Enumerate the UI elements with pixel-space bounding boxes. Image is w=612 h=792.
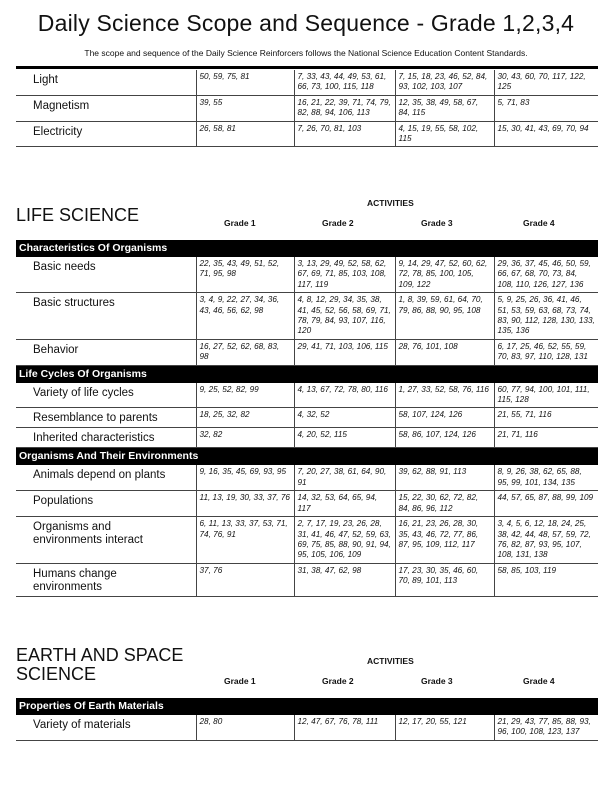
activity-cell-grade-3: 4, 15, 19, 55, 58, 102, 115 [395, 121, 494, 147]
activity-cell-grade-2: 4, 8, 12, 29, 34, 35, 38, 41, 45, 52, 56, 58, 69, 71, 78, 79, 84, 93, 107, 116, 120 [294, 293, 395, 340]
life-science-section [16, 196, 598, 597]
activity-cell-grade-1: 9, 25, 52, 82, 99 [196, 382, 294, 408]
row-label: Behavior [16, 339, 196, 365]
activity-cell-grade-4: 8, 9, 26, 38, 62, 65, 88, 95, 99, 101, 134, 135 [494, 465, 598, 491]
activity-cell-grade-4: 30, 43, 60, 70, 117, 122, 125 [494, 70, 598, 95]
activity-cell-grade-3: 58, 107, 124, 126 [395, 408, 494, 428]
activity-cell-grade-3: 9, 14, 29, 47, 52, 60, 62, 72, 78, 85, 100, 105, 109, 122 [395, 257, 494, 293]
activity-cell-grade-4: 44, 57, 65, 87, 88, 99, 109 [494, 491, 598, 517]
life-grade-1: Grade 1 [224, 218, 256, 228]
activity-cell-grade-2: 31, 38, 47, 62, 98 [294, 563, 395, 596]
activity-cell-grade-4: 21, 71, 116 [494, 428, 598, 448]
category-header-row [16, 240, 598, 257]
earth-science-table [16, 698, 598, 741]
activity-cell-grade-2: 7, 33, 43, 44, 49, 53, 61, 66, 73, 100, 115, 118 [294, 70, 395, 95]
activity-cell-grade-1: 32, 82 [196, 428, 294, 448]
table-row [16, 491, 598, 517]
table-row [16, 382, 598, 408]
activity-cell-grade-1: 22, 35, 43, 49, 51, 52, 71, 95, 98 [196, 257, 294, 293]
row-label: Basic structures [16, 293, 196, 340]
activity-cell-grade-4: 58, 85, 103, 119 [494, 563, 598, 596]
activity-cell-grade-2: 16, 21, 22, 39, 71, 74, 79, 82, 88, 94, 106, 113 [294, 95, 395, 121]
activity-cell-grade-3: 12, 17, 20, 55, 121 [395, 715, 494, 741]
activity-cell-grade-1: 50, 59, 75, 81 [196, 70, 294, 95]
row-label: Electricity [16, 121, 196, 147]
category-header: Characteristics Of Organisms [16, 240, 598, 257]
activity-cell-grade-2: 12, 47, 67, 76, 78, 111 [294, 715, 395, 741]
life-science-title: LIFE SCIENCE [16, 205, 140, 225]
activity-cell-grade-4: 29, 36, 37, 45, 46, 50, 59, 66, 67, 68, 70, 73, 84, 108, 110, 126, 127, 136 [494, 257, 598, 293]
table-row [16, 70, 598, 95]
activity-cell-grade-2: 7, 20, 27, 38, 61, 64, 90, 91 [294, 465, 395, 491]
activity-cell-grade-1: 37, 76 [196, 563, 294, 596]
row-label: Magnetism [16, 95, 196, 121]
activity-cell-grade-3: 39, 62, 88, 91, 113 [395, 465, 494, 491]
table-row [16, 408, 598, 428]
row-label: Humans change environments [16, 563, 196, 596]
activity-cell-grade-1: 9, 16, 35, 45, 69, 93, 95 [196, 465, 294, 491]
activity-cell-grade-1: 26, 58, 81 [196, 121, 294, 147]
activity-cell-grade-2: 4, 13, 67, 72, 78, 80, 116 [294, 382, 395, 408]
section-top-rule [16, 66, 598, 69]
activity-cell-grade-1: 6, 11, 13, 33, 37, 53, 71, 74, 76, 91 [196, 517, 294, 564]
activity-cell-grade-2: 3, 13, 29, 49, 52, 58, 62, 67, 69, 71, 85, 103, 108, 117, 119 [294, 257, 395, 293]
table-row [16, 428, 598, 448]
table-row [16, 339, 598, 365]
activity-cell-grade-4: 21, 29, 43, 77, 85, 88, 93, 96, 100, 108, 123, 137 [494, 715, 598, 741]
activity-cell-grade-3: 28, 76, 101, 108 [395, 339, 494, 365]
activity-cell-grade-1: 28, 80 [196, 715, 294, 741]
row-label: Variety of life cycles [16, 382, 196, 408]
earth-science-section [16, 646, 598, 741]
category-header: Organisms And Their Environments [16, 448, 598, 465]
row-label: Inherited characteristics [16, 428, 196, 448]
physical-science-continued [16, 70, 598, 147]
activity-cell-grade-3: 58, 86, 107, 124, 126 [395, 428, 494, 448]
category-header-row [16, 448, 598, 465]
category-header-row [16, 698, 598, 715]
activity-cell-grade-4: 3, 4, 5, 6, 12, 18, 24, 25, 38, 42, 44, 48, 57, 59, 72, 76, 82, 87, 93, 95, 107, 108, 131, 138 [494, 517, 598, 564]
category-header-row [16, 365, 598, 382]
activity-cell-grade-4: 5, 9, 25, 26, 36, 41, 46, 51, 53, 59, 63, 68, 73, 74, 83, 90, 112, 128, 130, 133, 135, 136 [494, 293, 598, 340]
activity-cell-grade-2: 7, 26, 70, 81, 103 [294, 121, 395, 147]
activity-cell-grade-1: 3, 4, 9, 22, 27, 34, 36, 43, 46, 56, 62, 98 [196, 293, 294, 340]
table-row [16, 257, 598, 293]
table-row [16, 517, 598, 564]
activity-cell-grade-3: 15, 22, 30, 62, 72, 82, 84, 86, 96, 112 [395, 491, 494, 517]
table-row [16, 715, 598, 741]
table-row [16, 465, 598, 491]
table-row [16, 95, 598, 121]
table-row [16, 293, 598, 340]
earth-activities-label: ACTIVITIES [367, 656, 414, 666]
row-label: Variety of materials [16, 715, 196, 741]
activity-cell-grade-4: 5, 71, 83 [494, 95, 598, 121]
activity-cell-grade-3: 16, 21, 23, 26, 28, 30, 35, 43, 46, 72, 77, 86, 87, 95, 109, 112, 117 [395, 517, 494, 564]
activity-cell-grade-4: 21, 55, 71, 116 [494, 408, 598, 428]
activity-cell-grade-2: 29, 41, 71, 103, 106, 115 [294, 339, 395, 365]
activity-cell-grade-4: 6, 17, 25, 46, 52, 55, 59, 70, 83, 97, 110, 128, 131 [494, 339, 598, 365]
activity-cell-grade-1: 11, 13, 19, 30, 33, 37, 76 [196, 491, 294, 517]
activity-cell-grade-3: 12, 35, 38, 49, 58, 67, 84, 115 [395, 95, 494, 121]
activity-cell-grade-2: 14, 32, 53, 64, 65, 94, 117 [294, 491, 395, 517]
earth-science-title: EARTH AND SPACE SCIENCE [16, 645, 184, 684]
life-grade-2: Grade 2 [322, 218, 354, 228]
page-subtitle: The scope and sequence of the Daily Science Reinforcers follows the National Science Education Content Standards. [84, 48, 528, 58]
activity-cell-grade-4: 60, 77, 94, 100, 101, 111, 115, 128 [494, 382, 598, 408]
activity-cell-grade-1: 39, 55 [196, 95, 294, 121]
life-grade-4: Grade 4 [523, 218, 555, 228]
activity-cell-grade-2: 4, 32, 52 [294, 408, 395, 428]
earth-grade-1: Grade 1 [224, 676, 256, 686]
activity-cell-grade-3: 1, 8, 39, 59, 61, 64, 70, 79, 86, 88, 90, 95, 108 [395, 293, 494, 340]
earth-grade-2: Grade 2 [322, 676, 354, 686]
life-science-table [16, 240, 598, 597]
category-header: Life Cycles Of Organisms [16, 365, 598, 382]
activity-cell-grade-1: 16, 27, 52, 62, 68, 83, 98 [196, 339, 294, 365]
row-label: Populations [16, 491, 196, 517]
row-label: Organisms and environments interact [16, 517, 196, 564]
activity-cell-grade-3: 7, 15, 18, 23, 46, 52, 84, 93, 102, 103, 107 [395, 70, 494, 95]
table-row [16, 121, 598, 147]
life-grade-3: Grade 3 [421, 218, 453, 228]
category-header: Properties Of Earth Materials [16, 698, 598, 715]
page-title: Daily Science Scope and Sequence - Grade 1,2,3,4 [37, 10, 575, 36]
activity-cell-grade-3: 1, 27, 33, 52, 58, 76, 116 [395, 382, 494, 408]
physical-table [16, 70, 598, 147]
activity-cell-grade-1: 18, 25, 32, 82 [196, 408, 294, 428]
activity-cell-grade-4: 15, 30, 41, 43, 69, 70, 94 [494, 121, 598, 147]
row-label: Animals depend on plants [16, 465, 196, 491]
activity-cell-grade-2: 2, 7, 17, 19, 23, 26, 28, 31, 41, 46, 47, 52, 59, 63, 69, 75, 85, 88, 90, 91, 94, 95, 105, 106, 109 [294, 517, 395, 564]
activity-cell-grade-2: 4, 20, 52, 115 [294, 428, 395, 448]
row-label: Light [16, 70, 196, 95]
activity-cell-grade-3: 17, 23, 30, 35, 46, 60, 70, 89, 101, 113 [395, 563, 494, 596]
table-row [16, 563, 598, 596]
row-label: Resemblance to parents [16, 408, 196, 428]
earth-grade-4: Grade 4 [523, 676, 555, 686]
row-label: Basic needs [16, 257, 196, 293]
life-activities-label: ACTIVITIES [367, 198, 414, 208]
earth-grade-3: Grade 3 [421, 676, 453, 686]
